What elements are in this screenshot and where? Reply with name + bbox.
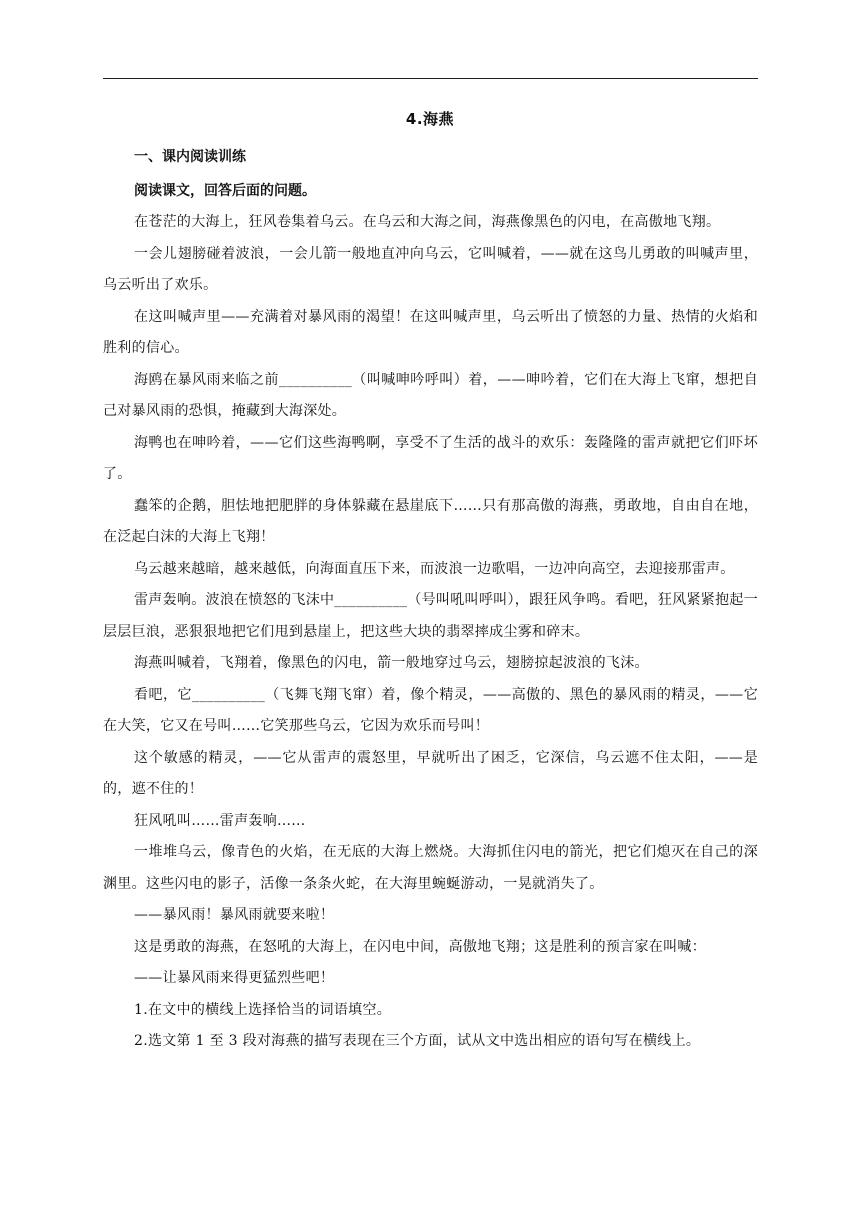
paragraph: 海燕叫喊着，飞翔着，像黑色的闪电，箭一般地穿过乌云，翅膀掠起波浪的飞沫。	[134, 655, 649, 671]
paragraph: 一堆堆乌云，像青色的火焰，在无底的大海上燃烧。大海抓住闪电的箭光，把它们熄灭在自己的深渊里。这些闪电的影子，活像一条条火蛇，在大海里蜿蜒游动，一晃就消失了。	[103, 844, 758, 892]
paragraph: 狂风吼叫……雷声轰响……	[134, 812, 306, 829]
paragraph: 一会儿翅膀碰着波浪，一会儿箭一般地直冲向乌云，它叫喊着，——就在这鸟儿勇敢的叫喊声里，乌云听出了欢乐。	[103, 245, 758, 293]
header-rule	[103, 78, 758, 79]
paragraph: ——暴风雨！暴风雨就要来啦！	[134, 907, 335, 923]
paragraph: 在苍茫的大海上，狂风卷集着乌云。在乌云和大海之间，海燕像黑色的闪电，在高傲地飞翔。	[134, 214, 721, 230]
page-title: 4.海燕	[405, 110, 455, 128]
question: 2.选文第 1 至 3 段对海燕的描写表现在三个方面，试从文中选出相应的语句写在横线上。	[134, 1033, 701, 1049]
reading-passage	[103, 207, 758, 1058]
paragraph: 在这叫喊声里——充满着对暴风雨的渴望！在这叫喊声里，乌云听出了愤怒的力量、热情的火焰和胜利的信心。	[103, 308, 758, 356]
paragraph: ——让暴风雨来得更猛烈些吧！	[134, 970, 335, 986]
paragraph: 蠢笨的企鹅，胆怯地把肥胖的身体躲藏在悬崖底下……只有那高傲的海燕，勇敢地，自由自在地，在泛起白沫的大海上飞翔！	[103, 497, 758, 545]
question: 1.在文中的横线上选择恰当的词语填空。	[134, 1001, 392, 1018]
paragraph: 这个敏感的精灵，——它从雷声的震怒里，早就听出了困乏，它深信，乌云遮不住太阳，——是的，遮不住的！	[103, 749, 758, 797]
paragraph: 看吧，它__________（飞舞飞翔飞窜）着，像个精灵，——高傲的、黑色的暴风雨的精灵，——它在大笑，它又在号叫……它笑那些乌云，它因为欢乐而号叫！	[103, 686, 758, 734]
section-heading: 一、课内阅读训练	[134, 149, 246, 165]
paragraph: 雷声轰响。波浪在愤怒的飞沫中__________（号叫吼叫呼叫），跟狂风争鸣。看吧，狂风紧紧抱起一层层巨浪，恶狠狠地把它们甩到悬崖上，把这些大块的翡翠摔成尘雾和碎末。	[103, 592, 758, 640]
paragraph: 海鸥在暴风雨来临之前__________（叫喊呻吟呼叫）着，——呻吟着，它们在大海上飞窜，想把自己对暴风雨的恐惧，掩藏到大海深处。	[103, 371, 758, 419]
paragraph: 乌云越来越暗，越来越低，向海面直压下来，而波浪一边歌唱，一边冲向高空，去迎接那雷声。	[134, 560, 735, 577]
paragraph: 海鸭也在呻吟着，——它们这些海鸭啊，享受不了生活的战斗的欢乐：轰隆隆的雷声就把它们吓坏了。	[103, 434, 758, 482]
instruction-heading: 阅读课文，回答后面的问题。	[134, 183, 316, 199]
paragraph: 这是勇敢的海燕，在怒吼的大海上，在闪电中间，高傲地飞翔；这是胜利的预言家在叫喊：	[134, 938, 706, 955]
